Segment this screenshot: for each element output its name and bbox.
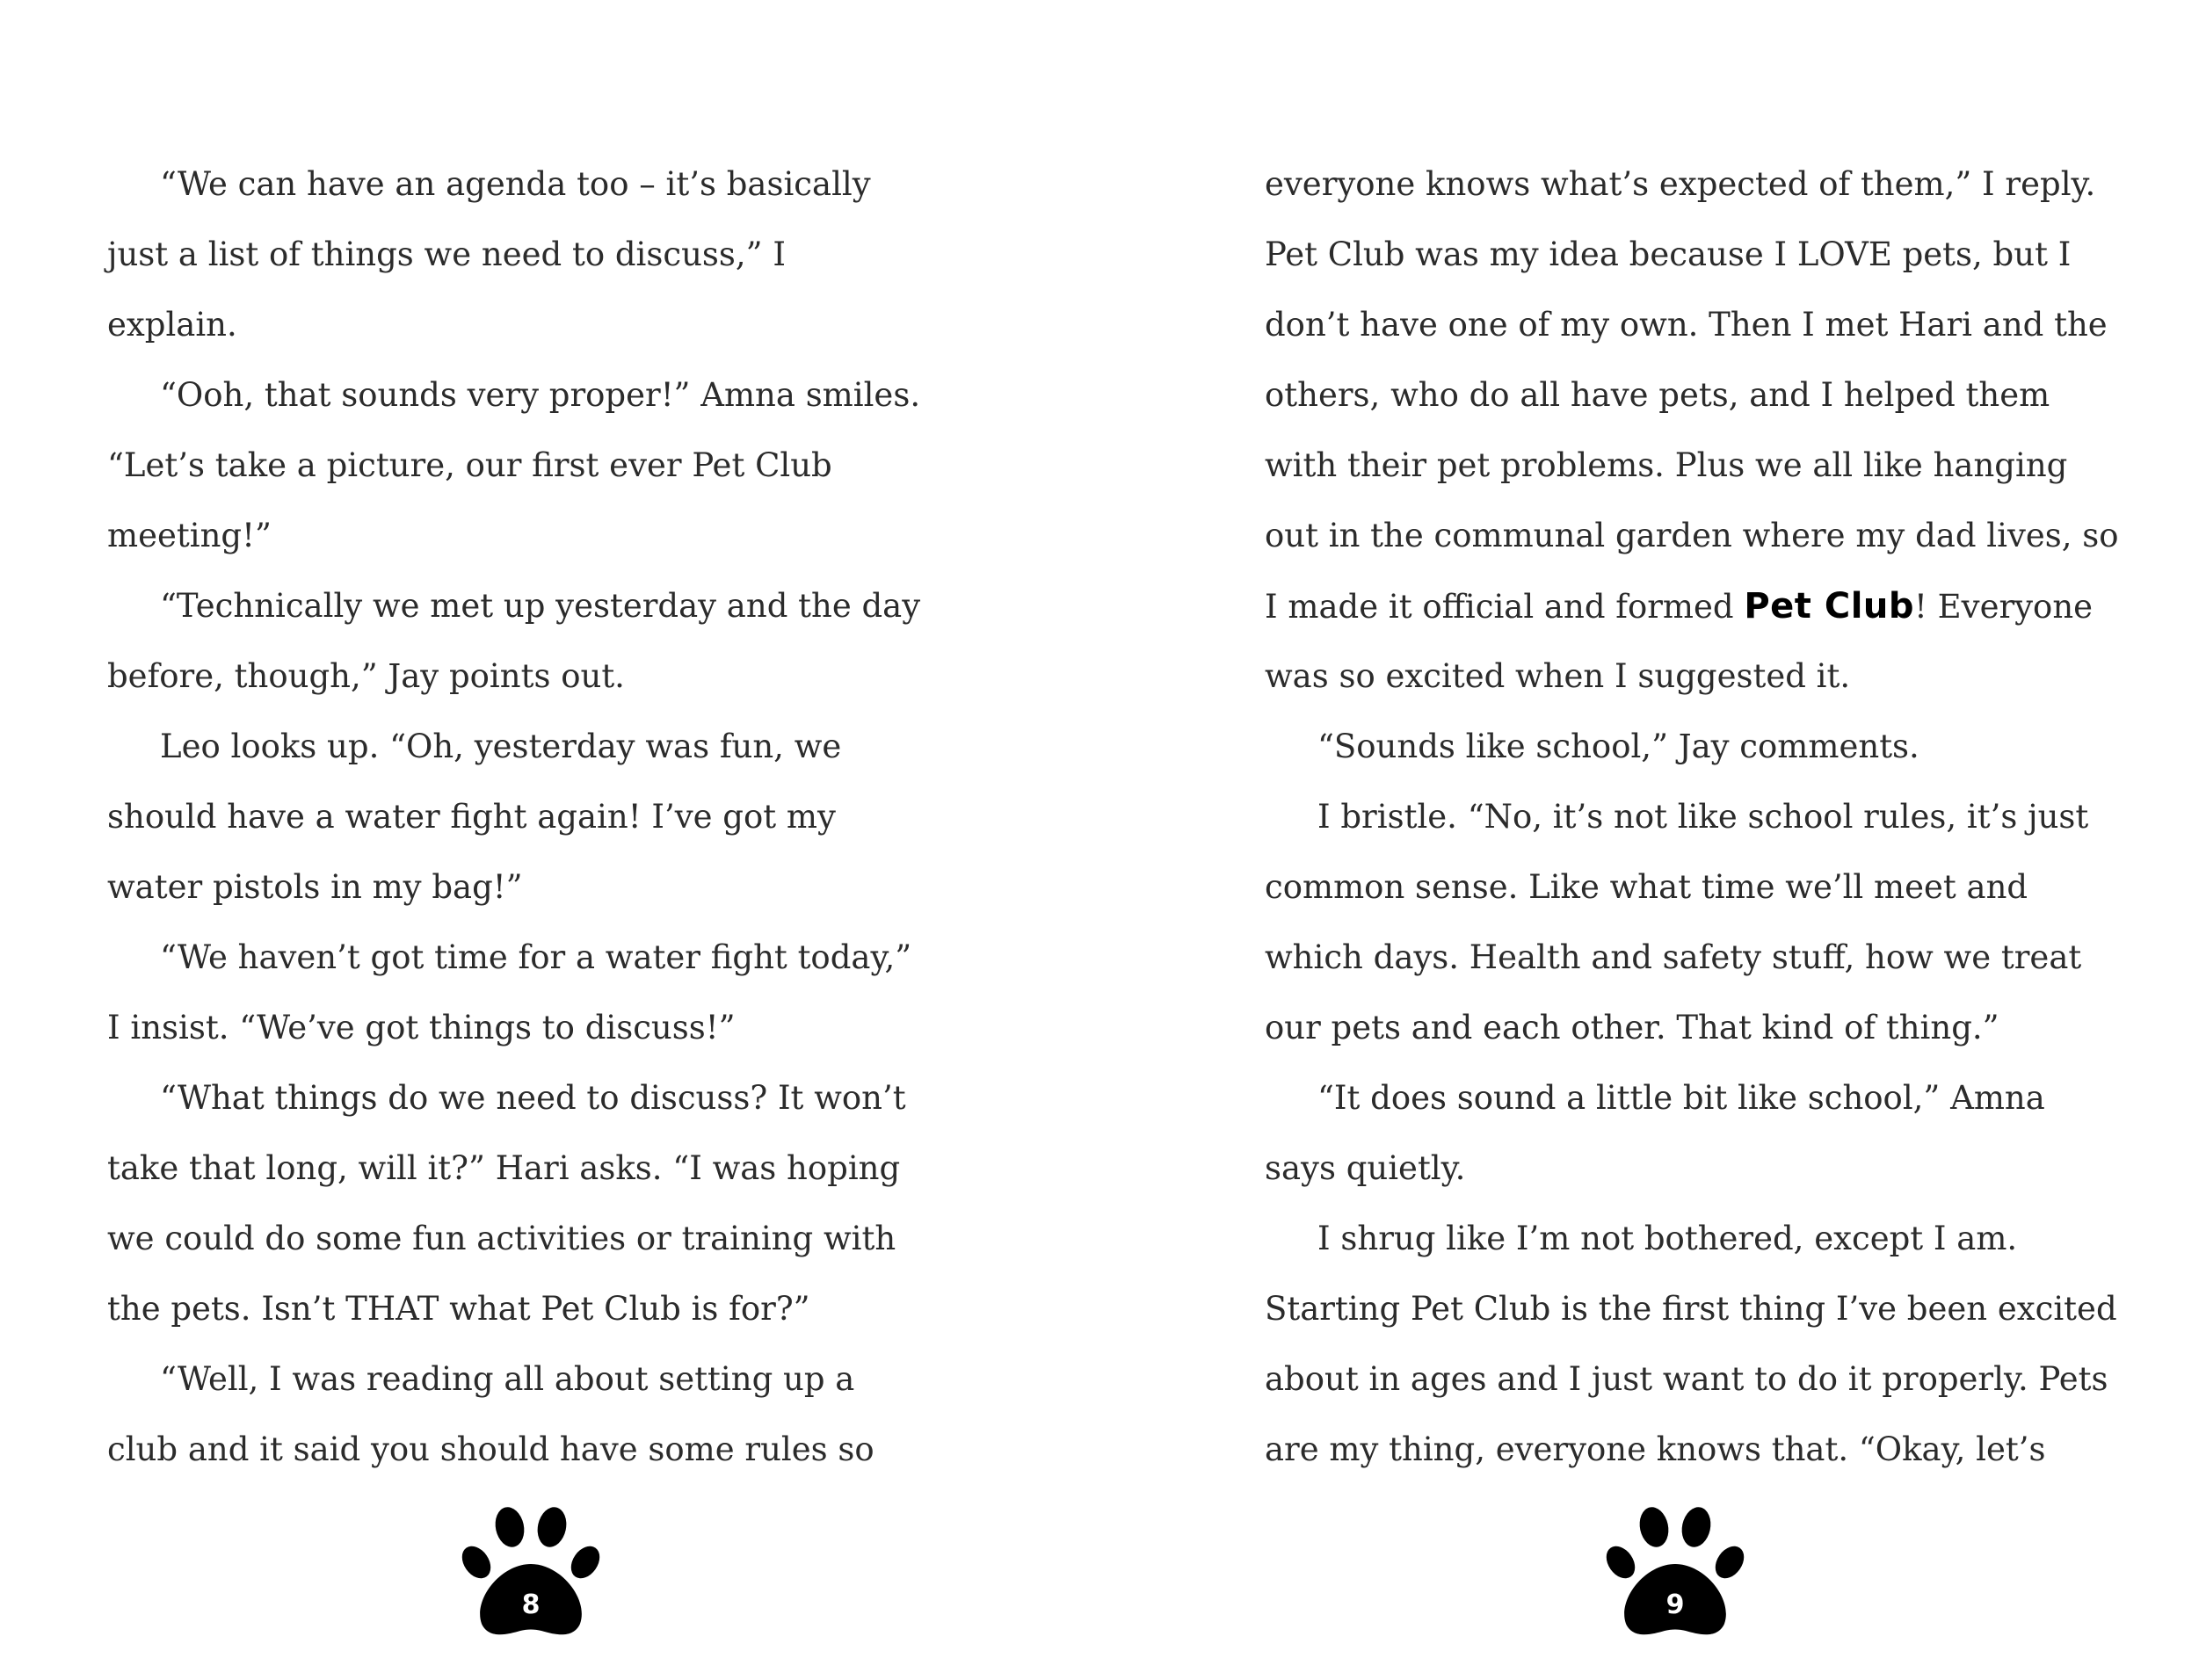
paw-print-icon [1601, 1503, 1751, 1643]
text-line: I bristle. “No, it’s not like school rules, it’s just [1317, 798, 2089, 836]
text-line: common sense. Like what time we’ll meet and [1265, 868, 2028, 906]
page-number-left [457, 1503, 606, 1643]
text-line: club and it said you should have some rules so [107, 1430, 874, 1468]
text-line: I insist. “We’ve got things to discuss!” [107, 1009, 736, 1046]
text-line: “It does sound a little bit like school,” Amna [1317, 1079, 2045, 1117]
text-line: Starting Pet Club is the first thing I’ve been excited [1265, 1290, 2117, 1328]
text-line-brand-before: I made it official and formed [1265, 588, 1745, 626]
text-line: “Ooh, that sounds very proper!” Amna smiles. [160, 376, 921, 414]
text-line: are my thing, everyone knows that. “Okay, let’s [1265, 1430, 2046, 1468]
text-line: “What things do we need to discuss? It won’t [160, 1079, 906, 1117]
text-line: meeting!” [107, 517, 272, 554]
left-page [107, 149, 986, 1485]
text-line: about in ages and I just want to do it properly. Pets [1265, 1360, 2108, 1398]
text-line: “We haven’t got time for a water fight today,” [160, 938, 912, 976]
text-line: just a list of things we need to discuss,” I [107, 235, 786, 273]
left-page-text [107, 149, 986, 1485]
right-page [1265, 149, 2144, 1485]
text-line: we could do some fun activities or training with [107, 1220, 896, 1257]
page-number-text: 9 [1665, 1589, 1685, 1620]
text-line: explain. [107, 306, 237, 344]
text-line: was so excited when I suggested it. [1265, 657, 1851, 695]
text-line: everyone knows what’s expected of them,” I reply. [1265, 165, 2096, 203]
text-line: “Well, I was reading all about setting up a [160, 1360, 855, 1398]
right-page-text [1265, 149, 2144, 1485]
text-line: the pets. Isn’t THAT what Pet Club is for?” [107, 1290, 810, 1328]
paw-print-icon [457, 1503, 606, 1643]
text-line: others, who do all have pets, and I helped them [1265, 376, 2050, 414]
text-line: which days. Health and safety stuff, how we treat [1265, 938, 2082, 976]
text-line: with their pet problems. Plus we all like hanging [1265, 446, 2068, 484]
text-line: says quietly. [1265, 1149, 1466, 1187]
text-line: water pistols in my bag!” [107, 868, 523, 906]
text-line-brand [1265, 571, 2144, 641]
text-line: our pets and each other. That kind of thing.” [1265, 1009, 1999, 1046]
text-line: out in the communal garden where my dad lives, so [1265, 517, 2119, 554]
text-line: before, though,” Jay points out. [107, 657, 625, 695]
text-line: don’t have one of my own. Then I met Hari and the [1265, 306, 2108, 344]
text-line: Leo looks up. “Oh, yesterday was fun, we [160, 728, 842, 765]
text-line: take that long, will it?” Hari asks. “I was hoping [107, 1149, 901, 1187]
text-line: I shrug like I’m not bothered, except I am. [1317, 1220, 2018, 1257]
text-line: “Technically we met up yesterday and the day [160, 587, 921, 625]
page-number-right [1601, 1503, 1751, 1643]
text-line-brand-after: ! Everyone [1914, 588, 2094, 626]
text-line: Pet Club was my idea because I LOVE pets, but I [1265, 235, 2072, 273]
text-line: “Sounds like school,” Jay comments. [1317, 728, 1919, 765]
pet-club-logo-text: Pet Club [1744, 586, 1915, 626]
text-line: “Let’s take a picture, our first ever Pet Club [107, 446, 832, 484]
text-line: should have a water fight again! I’ve got my [107, 798, 836, 836]
page-number-text: 8 [521, 1589, 541, 1620]
text-line: “We can have an agenda too – it’s basically [160, 165, 871, 203]
